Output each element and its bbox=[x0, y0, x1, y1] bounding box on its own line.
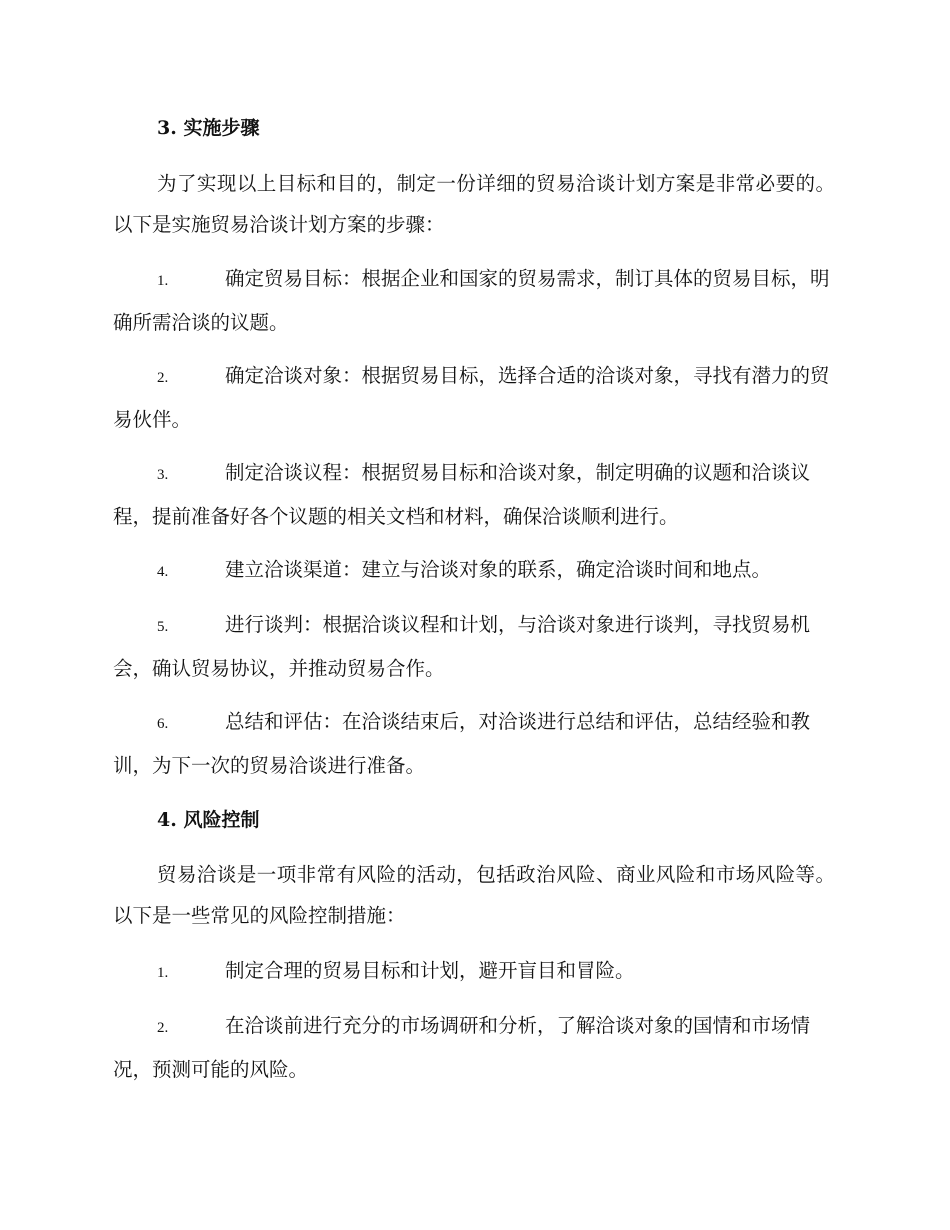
step-text: 总结和评估：在洽谈结束后，对洽谈进行总结和评估，总结经验和教训，为下一次的贸易洽谈进行准备。 bbox=[113, 710, 811, 777]
step-item-5 bbox=[113, 604, 835, 689]
measure-item-2 bbox=[113, 1005, 835, 1090]
step-item-1 bbox=[113, 258, 835, 343]
measure-text: 在洽谈前进行充分的市场调研和分析，了解洽谈对象的国情和市场情况，预测可能的风险。 bbox=[113, 1014, 811, 1081]
section-3-intro: 为了实现以上目标和目的，制定一份详细的贸易洽谈计划方案是非常必要的。以下是实施贸易洽谈计划方案的步骤： bbox=[113, 172, 835, 236]
section-3-heading: 3. 实施步骤 bbox=[157, 117, 260, 139]
step-number: 4. bbox=[157, 564, 169, 580]
step-number: 3. bbox=[157, 467, 169, 483]
step-text: 建立洽谈渠道：建立与洽谈对象的联系，确定洽谈时间和地点。 bbox=[225, 558, 772, 581]
measure-text: 制定合理的贸易目标和计划，避开盲目和冒险。 bbox=[225, 959, 635, 982]
step-text: 进行谈判：根据洽谈议程和计划，与洽谈对象进行谈判，寻找贸易机会，确认贸易协议，并推动贸易合作。 bbox=[113, 613, 811, 680]
measure-number: 2. bbox=[157, 1020, 169, 1036]
step-item-6 bbox=[113, 701, 835, 786]
step-item-4 bbox=[113, 549, 835, 593]
measure-number: 1. bbox=[157, 965, 169, 981]
step-item-3 bbox=[113, 452, 835, 537]
section-4-heading: 4. 风险控制 bbox=[157, 809, 260, 831]
step-number: 2. bbox=[157, 370, 169, 386]
step-number: 1. bbox=[157, 273, 169, 289]
step-text: 确定贸易目标：根据企业和国家的贸易需求，制订具体的贸易目标，明确所需洽谈的议题。 bbox=[113, 267, 830, 334]
step-text: 制定洽谈议程：根据贸易目标和洽谈对象，制定明确的议题和洽谈议程，提前准备好各个议题的相关文档和材料，确保洽谈顺利进行。 bbox=[113, 461, 811, 528]
step-number: 6. bbox=[157, 716, 169, 732]
step-text: 确定洽谈对象：根据贸易目标，选择合适的洽谈对象，寻找有潜力的贸易伙伴。 bbox=[113, 364, 830, 431]
section-4-intro: 贸易洽谈是一项非常有风险的活动，包括政治风险、商业风险和市场风险等。以下是一些常见的风险控制措施： bbox=[113, 863, 835, 927]
step-item-2 bbox=[113, 355, 835, 440]
measure-item-1 bbox=[113, 950, 835, 994]
step-number: 5. bbox=[157, 619, 169, 635]
